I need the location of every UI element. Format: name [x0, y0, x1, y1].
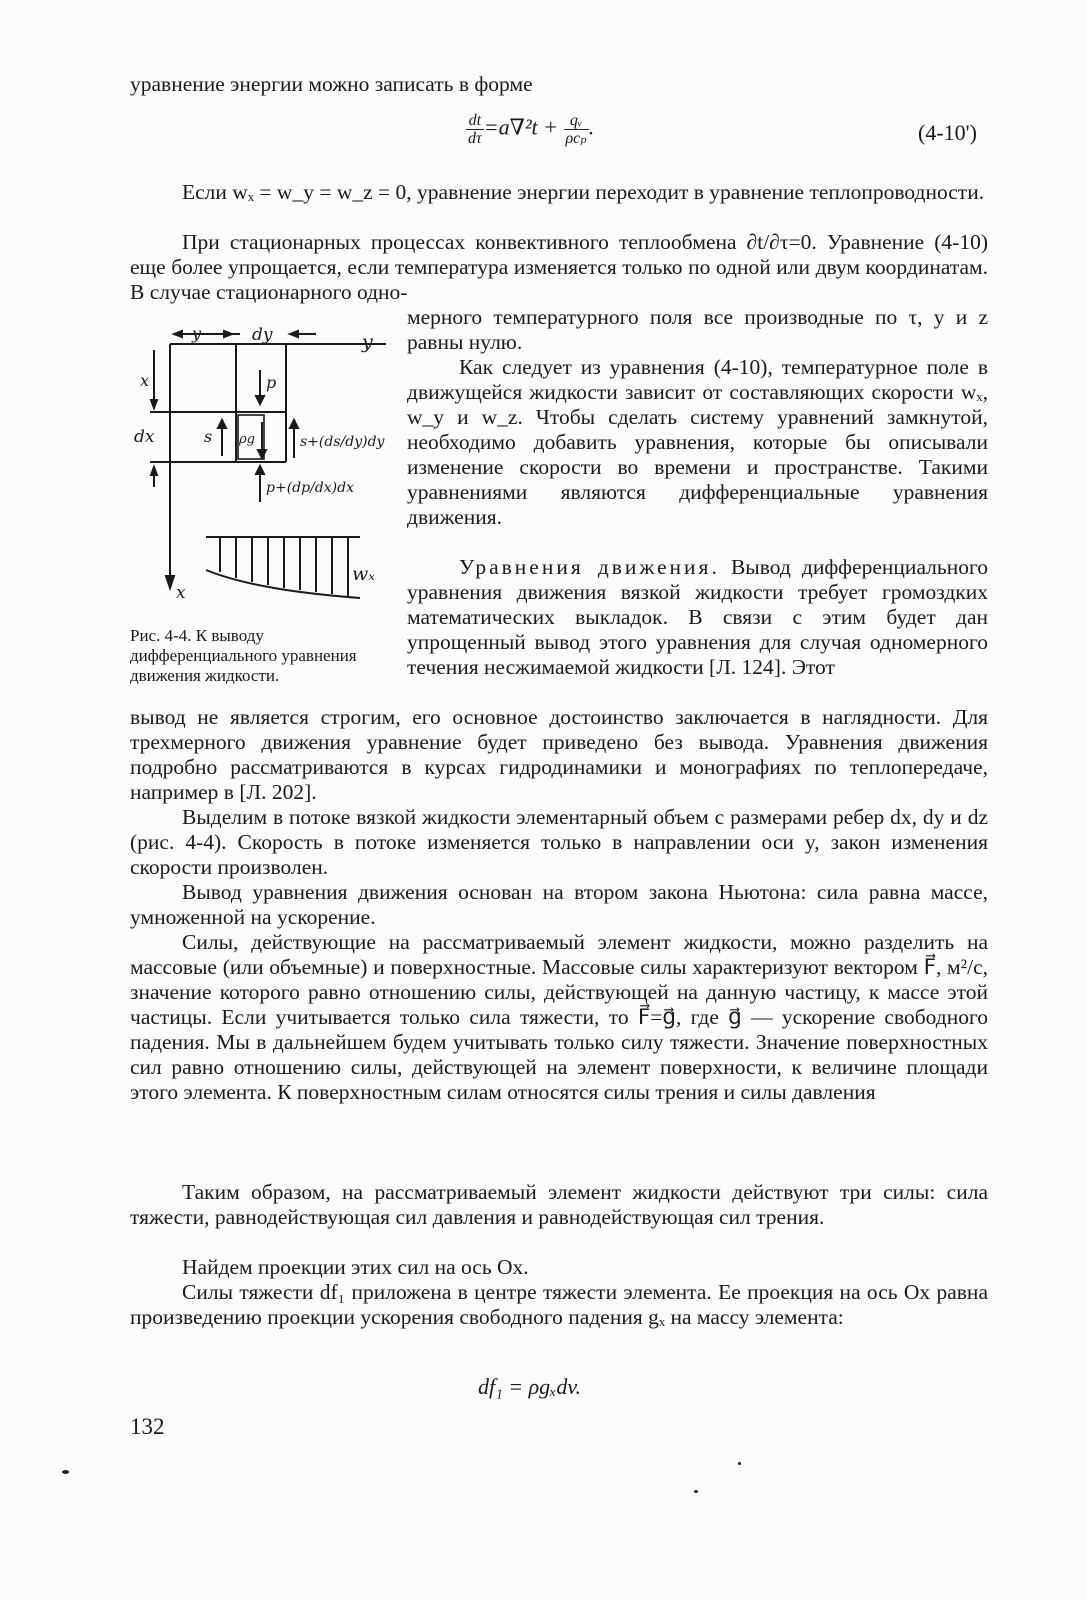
- fig-label-s-ds: s+(ds/dy)dy: [300, 434, 385, 450]
- final-equation: df₁ = ρgₓdv.: [478, 1374, 582, 1399]
- figure-caption: Рис. 4-4. К выводу дифференциального уравнения движения жидкости.: [130, 626, 357, 685]
- fig-label-dy: dy: [252, 325, 273, 345]
- scan-speck: [738, 1462, 741, 1465]
- paragraph-3: мерного температурного поля все производные по τ, y и z равны нулю.: [407, 305, 988, 354]
- fig-label-x-axis: x: [176, 583, 186, 603]
- paragraph-5: [407, 555, 988, 680]
- paragraph-10: Таким образом, на рассматриваемый элемент жидкости действуют три силы: сила тяжести, равнодействующая сил давления и равнодействующая сил трения.: [130, 1180, 988, 1229]
- paragraph-9: Силы, действующие на рассматриваемый элемент жидкости, можно разделить на массовые (или объемные) и поверхностные. Массовые силы характеризуют вектором F⃗, м²/с, значение которого равно отношению силы, действующей на данную частицу, к массе этой частицы. Если учитывается только сила тяжести, то F⃗=g⃗, где g⃗ — ускорение свободного падения. Мы в дальнейшем будем учитывать только силу тяжести. Значение поверхностных сил равно отношению силы, действующей на элемент поверхности, к величине площади этого элемента. К поверхностным силам относятся силы трения и силы давления: [130, 930, 988, 1104]
- paragraph-4: Как следует из уравнения (4-10), температурное поле в движущейся жидкости зависит от составляющих скорости wₓ, w_y и w_z. Чтобы сделать систему уравнений замкнутой, необходимо добавить уравнения, которые бы описывали изменение скорости во времени и пространстве. Такими уравнениями являются дифференциальные уравнения движения.: [407, 355, 988, 529]
- fig-label-y: y: [192, 324, 202, 343]
- section-title: Уравнения движения.: [459, 555, 720, 579]
- paragraph-8: Вывод уравнения движения основан на втором закона Ньютона: сила равна массе, умноженной на ускорение.: [130, 880, 988, 929]
- intro-text: уравнение энергии можно записать в форме: [130, 72, 533, 96]
- fig-label-s: s: [204, 427, 213, 446]
- equation-tail: .: [588, 114, 595, 140]
- paragraph-12: Силы тяжести df₁ приложена в центре тяжести элемента. Ее проекция на ось Ox равна произведению проекции ускорения свободного падения gₓ на массу элемента:: [130, 1280, 988, 1329]
- fraction-numerator: qᵥ: [564, 112, 589, 130]
- fig-label-wx: wₓ: [352, 563, 376, 585]
- fig-label-dx: dx: [134, 427, 155, 447]
- fig-label-x-small: x: [140, 371, 150, 390]
- fraction-dt-dtau: [466, 112, 484, 147]
- paragraph-6: вывод не является строгим, его основное достоинство заключается в наглядности. Для трехмерного движения уравнение будет приведено без вывода. Уравнения движения подробно рассматриваются в курсах гидродинамики и монографиях по теплопередаче, например в [Л. 202].: [130, 705, 988, 804]
- fig-label-rhog: ρg: [239, 432, 255, 447]
- paragraph-7: Выделим в потоке вязкой жидкости элементарный объем с размерами ребер dx, dy и dz (рис. 4-4). Скорость в потоке изменяется только в направлении оси y, закон изменения скорости произволен.: [130, 805, 988, 879]
- paragraph-11: Найдем проекции этих сил на ось Ox.: [182, 1255, 529, 1279]
- equation-middle: =a∇²t +: [483, 114, 558, 140]
- page-number: 132: [130, 1414, 165, 1439]
- figure-4-4: [128, 322, 393, 612]
- equation-number: (4-10'): [918, 120, 977, 145]
- main-equation: [466, 112, 594, 147]
- fraction-numerator: dt: [466, 112, 484, 130]
- fig-label-p-dp: p+(dp/dx)dx: [266, 480, 354, 496]
- fig-label-y-axis: y: [362, 331, 373, 353]
- fig-label-p: p: [266, 373, 277, 392]
- fraction-denominator: dτ: [468, 130, 482, 147]
- scan-speck: [694, 1490, 698, 1493]
- fraction-q-rhoc: [564, 112, 589, 147]
- paragraph-2: При стационарных процессах конвективного теплообмена ∂t/∂τ=0. Уравнение (4-10) еще более упрощается, если температура изменяется только по одной или двум координатам. В случае стационарного одно-: [130, 230, 988, 304]
- fraction-denominator: ρcₚ: [565, 130, 587, 147]
- paragraph-1: Если wₓ = w_y = w_z = 0, уравнение энергии переходит в уравнение теплопроводности.: [182, 180, 985, 204]
- scan-speck: [62, 1470, 69, 1474]
- paragraph-5-text: Вывод дифференциального уравнения движения вязкой жидкости требует громоздких математических выкладок. В связи с этим будет дан упрощенный вывод этого уравнения для случая одномерного течения несжимаемой жидкости [Л. 124]. Этот: [407, 555, 988, 679]
